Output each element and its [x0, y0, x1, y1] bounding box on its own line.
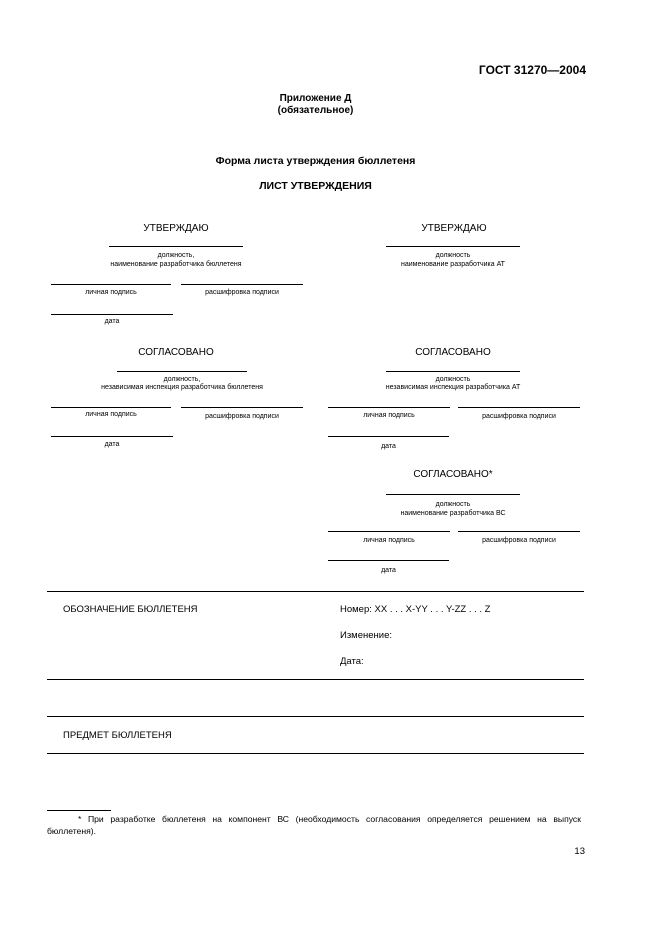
agreed-left-decode-caption: расшифровка подписи — [205, 413, 279, 420]
approve-left-position-caption-1: должность, — [157, 252, 195, 259]
agreed-left-position-caption-1: должность, — [163, 376, 201, 383]
agreed-right-position-caption-1: должность — [435, 376, 471, 383]
agreed-right-decode-caption: расшифровка подписи — [482, 413, 556, 420]
approve-right-position-caption-1: должность — [435, 252, 471, 259]
table-bottom-rule — [47, 753, 584, 754]
agreed-vs-decode-caption: расшифровка подписи — [482, 537, 556, 544]
agreed-vs-decode-line — [458, 531, 580, 532]
agreed-left-signature-caption: личная подпись — [85, 411, 137, 418]
approve-left-position-caption-2: наименование разработчика бюллетеня — [110, 261, 242, 268]
approve-left-decode-caption: расшифровка подписи — [205, 289, 279, 296]
footnote-rule — [47, 810, 111, 811]
standard-number: ГОСТ 31270—2004 — [478, 63, 586, 77]
agreed-vs-date-caption: дата — [381, 567, 396, 574]
bulletin-date: Дата: — [340, 656, 364, 667]
agreed-right-decode-line — [458, 407, 580, 408]
approve-left-signature-line — [51, 284, 171, 285]
table-rule-2 — [47, 679, 584, 680]
agreed-left-position-line — [117, 371, 247, 372]
agreed-right-signature-caption: личная подпись — [363, 412, 415, 419]
agreed-vs-position-caption-2: наименование разработчика ВС — [400, 510, 506, 517]
form-title: Форма листа утверждения бюллетеня — [215, 155, 416, 167]
agreed-right-heading: СОГЛАСОВАНО — [415, 347, 491, 358]
approve-left-heading: УТВЕРЖДАЮ — [143, 223, 209, 234]
agreed-vs-position-caption-1: должность — [435, 501, 471, 508]
approve-left-position-line — [109, 246, 243, 247]
agreed-left-position-caption-2: независимая инспекция разработчика бюллетеня — [101, 384, 263, 391]
agreed-right-position-caption-2: независимая инспекция разработчика АТ — [385, 384, 521, 391]
bulletin-number: Номер: XX . . . X-YY . . . Y-ZZ . . . Z — [340, 604, 491, 615]
agreed-right-signature-line — [328, 407, 450, 408]
agreed-vs-date-line — [328, 560, 449, 561]
approve-right-heading: УТВЕРЖДАЮ — [421, 223, 487, 234]
agreed-vs-heading: СОГЛАСОВАНО* — [413, 469, 493, 480]
footnote-text: * При разработке бюллетеня на компонент ВС (необходимость согласования определяется решением на выпуск бюллетеня). — [47, 814, 581, 836]
sheet-title: ЛИСТ УТВЕРЖДЕНИЯ — [259, 180, 372, 192]
agreed-right-date-caption: дата — [381, 443, 396, 450]
bulletin-change: Изменение: — [340, 630, 393, 641]
approve-right-position-caption-2: наименование разработчика АТ — [401, 261, 505, 268]
agreed-vs-signature-line — [328, 531, 450, 532]
bulletin-subject-label: ПРЕДМЕТ БЮЛЛЕТЕНЯ — [63, 730, 172, 741]
page-number: 13 — [574, 846, 585, 857]
appendix-status: (обязательное) — [277, 105, 354, 116]
approve-left-decode-line — [181, 284, 303, 285]
approve-left-date-line — [51, 314, 173, 315]
agreed-left-signature-line — [51, 407, 171, 408]
agreed-vs-position-line — [386, 494, 520, 495]
agreed-right-position-line — [386, 371, 520, 372]
bulletin-designation-label: ОБОЗНАЧЕНИЕ БЮЛЛЕТЕНЯ — [63, 604, 198, 615]
approve-left-date-caption: дата — [104, 318, 120, 325]
agreed-left-date-caption: дата — [104, 441, 120, 448]
approve-right-position-line — [386, 246, 520, 247]
approve-left-signature-caption: личная подпись — [85, 289, 137, 296]
table-top-rule — [47, 591, 584, 592]
appendix-title: Приложение Д — [279, 93, 352, 104]
agreed-vs-signature-caption: личная подпись — [363, 537, 415, 544]
agreed-left-date-line — [51, 436, 173, 437]
table-rule-3 — [47, 716, 584, 717]
agreed-right-date-line — [328, 436, 449, 437]
agreed-left-heading: СОГЛАСОВАНО — [138, 347, 214, 358]
agreed-left-decode-line — [181, 407, 303, 408]
